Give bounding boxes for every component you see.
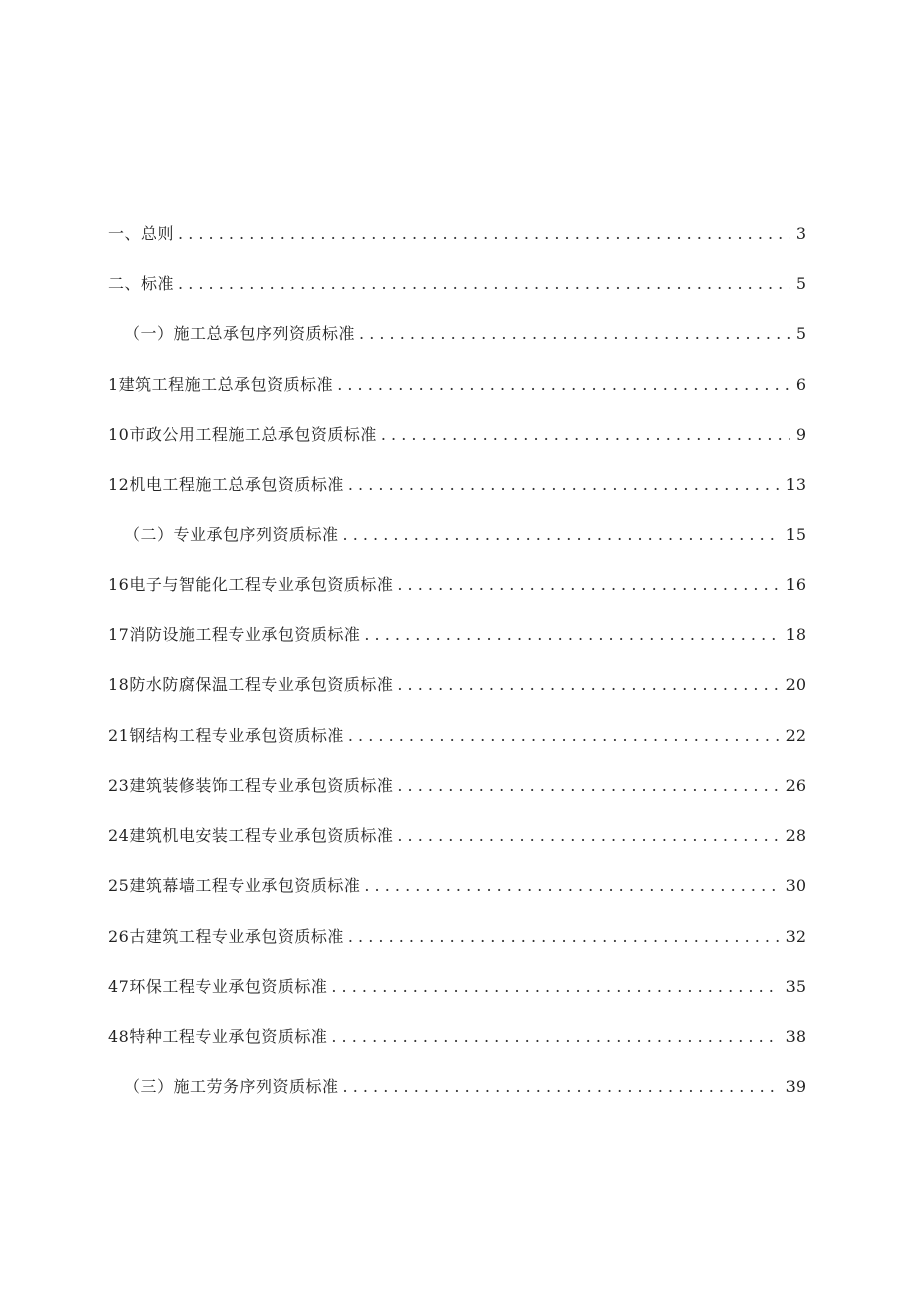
toc-entry[interactable] [108, 1023, 806, 1051]
toc-entry[interactable] [108, 421, 806, 449]
toc-entry[interactable] [108, 571, 806, 599]
toc-entry-title: 12机电工程施工总承包资质标准 [108, 475, 344, 494]
toc-entry-title: 47环保工程专业承包资质标准 [108, 977, 328, 996]
toc-page-number: 26 [785, 776, 806, 795]
toc-entry-title: 二、标准 [108, 274, 175, 293]
toc-entry-title: （三）施工劳务序列资质标准 [124, 1077, 339, 1096]
toc-entry-title: 1建筑工程施工总承包资质标准 [108, 375, 334, 394]
toc-dot-leader [331, 973, 779, 1001]
toc-page-number: 32 [785, 927, 806, 946]
toc-dot-leader [359, 320, 790, 348]
toc-page-number: 9 [795, 425, 806, 444]
toc-dot-leader [348, 471, 780, 499]
toc-page-number: 5 [795, 324, 806, 343]
toc-page-number: 15 [785, 525, 806, 544]
toc-entry-title: 25建筑幕墙工程专业承包资质标准 [108, 876, 361, 895]
toc-entry-title: 10市政公用工程施工总承包资质标准 [108, 425, 377, 444]
toc-dot-leader [178, 220, 790, 248]
toc-dot-leader [331, 1023, 779, 1051]
toc-entry-section-3[interactable] [124, 1073, 806, 1101]
toc-page-number: 35 [785, 977, 806, 996]
toc-entry-title: 48特种工程专业承包资质标准 [108, 1027, 328, 1046]
toc-entry-title: 21钢结构工程专业承包资质标准 [108, 726, 344, 745]
toc-page-number: 39 [785, 1077, 806, 1096]
toc-dot-leader [178, 270, 790, 298]
toc-dot-leader [397, 822, 779, 850]
toc-entry[interactable] [108, 772, 806, 800]
toc-entry[interactable] [108, 471, 806, 499]
toc-entry-section-1[interactable] [124, 320, 806, 348]
toc-dot-leader [343, 1073, 780, 1101]
toc-entry-title: 18防水防腐保温工程专业承包资质标准 [108, 675, 394, 694]
toc-entry-title: 17消防设施工程专业承包资质标准 [108, 625, 361, 644]
toc-entry-title: 26古建筑工程专业承包资质标准 [108, 927, 344, 946]
toc-dot-leader [348, 923, 780, 951]
toc-page-number: 28 [785, 826, 806, 845]
toc-entry-title: 16电子与智能化工程专业承包资质标准 [108, 575, 394, 594]
toc-entry[interactable] [108, 621, 806, 649]
toc-entry[interactable] [108, 671, 806, 699]
toc-entry[interactable] [108, 822, 806, 850]
toc-page-number: 3 [795, 224, 806, 243]
toc-entry[interactable] [108, 872, 806, 900]
toc-entry-title: （一）施工总承包序列资质标准 [124, 324, 356, 343]
toc-dot-leader [364, 621, 779, 649]
toc-page-number: 30 [785, 876, 806, 895]
toc-page-number: 5 [795, 274, 806, 293]
toc-dot-leader [381, 421, 790, 449]
toc-page-number: 20 [785, 675, 806, 694]
toc-dot-leader [397, 671, 779, 699]
toc-dot-leader [348, 722, 780, 750]
toc-entry-title: 24建筑机电安装工程专业承包资质标准 [108, 826, 394, 845]
toc-entry-general[interactable] [108, 220, 806, 248]
toc-dot-leader [397, 772, 779, 800]
toc-page-number: 18 [785, 625, 806, 644]
toc-dot-leader [397, 571, 779, 599]
toc-entry[interactable] [108, 371, 806, 399]
toc-entry[interactable] [108, 923, 806, 951]
toc-page-number: 13 [785, 475, 806, 494]
toc-entry[interactable] [108, 973, 806, 1001]
toc-entry-standards[interactable] [108, 270, 806, 298]
toc-dot-leader [364, 872, 779, 900]
toc-entry-section-2[interactable] [124, 521, 806, 549]
toc-dot-leader [337, 371, 790, 399]
toc-dot-leader [343, 521, 780, 549]
toc-entry-title: 23建筑装修装饰工程专业承包资质标准 [108, 776, 394, 795]
toc-entry-title: 一、总则 [108, 224, 175, 243]
toc-page-number: 6 [795, 375, 806, 394]
toc-page-number: 16 [785, 575, 806, 594]
toc-entry-title: （二）专业承包序列资质标准 [124, 525, 339, 544]
toc-entry[interactable] [108, 722, 806, 750]
toc-page-number: 22 [785, 726, 806, 745]
toc-page-number: 38 [785, 1027, 806, 1046]
